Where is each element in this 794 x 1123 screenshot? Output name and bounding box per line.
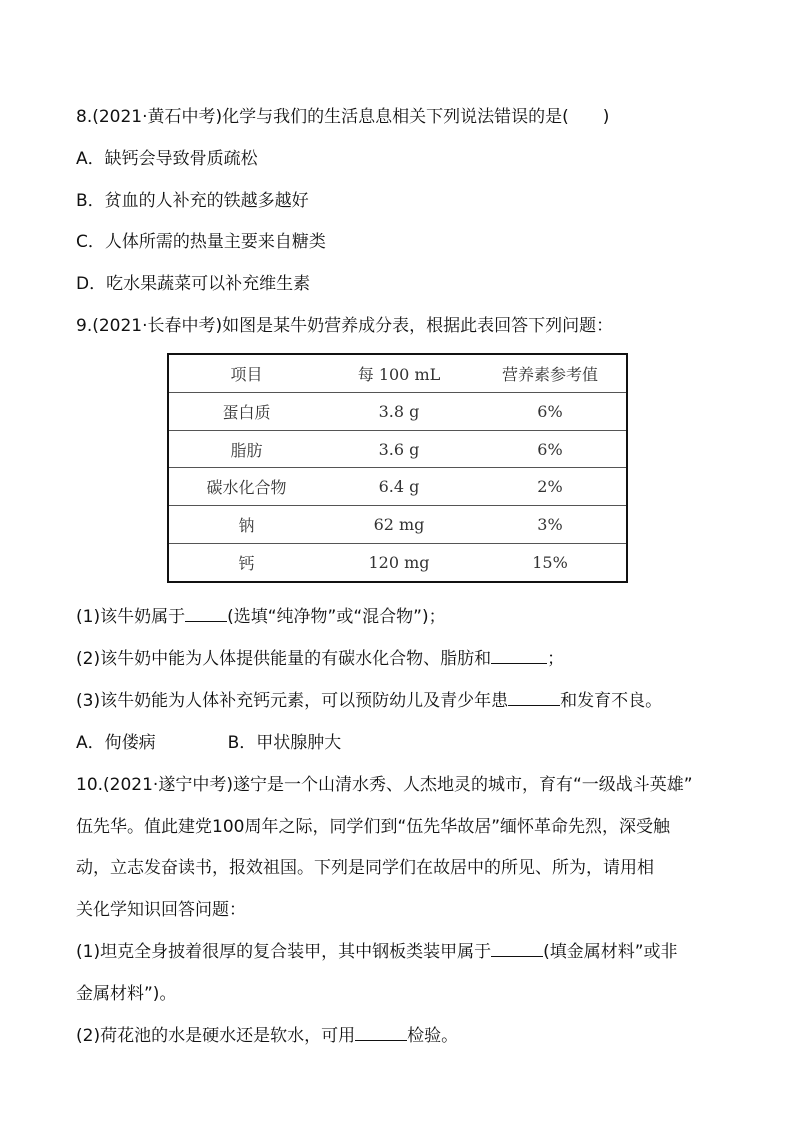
table-cell: 6% <box>474 430 626 468</box>
table-row <box>169 468 626 506</box>
table-cell: 6.4 g <box>324 468 474 506</box>
table-cell: 钠 <box>169 506 324 544</box>
q8-option-d: D．吃水果蔬菜可以补充维生素 <box>76 274 311 294</box>
table-cell: 脂肪 <box>169 430 324 468</box>
q8-stem <box>76 105 609 129</box>
table-cell: 3.6 g <box>324 430 474 468</box>
q9-sub1-text: (1)该牛奶属于 <box>76 607 186 627</box>
table-row <box>169 430 626 468</box>
table-row <box>169 506 626 544</box>
q10-stem-line3: 动，立志发奋读书，报效祖国。下列是同学们在故居中的所见、所为，请用相 <box>76 858 654 878</box>
table-cell: 120 mg <box>368 553 430 573</box>
q9-stem: 9.(2021·长春中考)如图是某牛奶营养成分表，根据此表回答下列问题： <box>76 316 614 336</box>
table-cell: 6% <box>474 392 626 430</box>
q10-sub1 <box>76 940 678 964</box>
table-header-nrv: 营养素参考值 <box>474 355 626 392</box>
q9-sub1 <box>76 605 446 629</box>
q10-sub2-text-end: 检验。 <box>407 1026 459 1046</box>
q9-sub3-text: (3)该牛奶能为人体补充钙元素，可以预防幼儿及青少年患 <box>76 691 509 711</box>
answer-blank[interactable] <box>508 690 560 706</box>
q8-option-c: C．人体所需的热量主要来自糖类 <box>76 232 326 252</box>
q8-option-b: B．贫血的人补充的铁越多越好 <box>76 191 309 211</box>
table-header-item: 项目 <box>169 355 324 392</box>
table-cell: 2% <box>474 468 626 506</box>
answer-blank[interactable] <box>355 1025 407 1041</box>
table-cell: 62 mg <box>324 506 474 544</box>
table-cell: 3% <box>474 506 626 544</box>
q8-option-a: A．缺钙会导致骨质疏松 <box>76 149 258 169</box>
table-header-row <box>169 355 626 392</box>
q10-sub1-text: (1)坦克全身披着很厚的复合装甲，其中钢板类装甲属于 <box>76 942 492 962</box>
q10-stem-line1: 10.(2021·遂宁中考)遂宁是一个山清水秀、人杰地灵的城市，育有“一级战斗英雄” <box>76 775 693 795</box>
q10-stem-line4: 关化学知识回答问题： <box>76 900 246 920</box>
table-cell: 蛋白质 <box>169 392 324 430</box>
q10-sub1-line2: 金属材料”)。 <box>76 984 177 1004</box>
table-cell: 碳水化合物 <box>169 468 324 506</box>
q8-stem-text: 8.(2021·黄石中考)化学与我们的生活息息相关下列说法错误的是( <box>76 107 569 127</box>
q10-sub2 <box>76 1024 458 1048</box>
q8-stem-close: ) <box>602 107 610 127</box>
table-cell: 3.8 g <box>324 392 474 430</box>
q10-sub2-text: (2)荷花池的水是硬水还是软水，可用 <box>76 1026 356 1046</box>
answer-blank[interactable] <box>185 606 227 622</box>
table-cell: 钙 <box>238 554 255 574</box>
q9-sub1-text-end: (选填“纯净物”或“混合物”)； <box>227 607 446 627</box>
q9-sub3-text-end: 和发育不良。 <box>560 691 663 711</box>
table-row <box>169 544 626 581</box>
table-cell: 15% <box>532 553 568 573</box>
q10-stem-line2: 伍先华。值此建党100周年之际，同学们到“伍先华故居”缅怀革命先烈，深受触 <box>76 817 671 837</box>
q9-sub2-text: (2)该牛奶中能为人体提供能量的有碳水化合物、脂肪和 <box>76 649 492 669</box>
nutrition-table <box>167 353 628 583</box>
table-header-per100ml: 每 100 mL <box>324 355 474 392</box>
answer-blank[interactable] <box>491 941 543 957</box>
q9-choice-a: A．佝偻病 <box>76 733 156 753</box>
q10-sub1-text-end: (填金属材料”或非 <box>543 942 678 962</box>
q9-sub2 <box>76 647 564 671</box>
q9-choice-b: B．甲状腺肿大 <box>227 733 342 753</box>
answer-blank[interactable] <box>491 648 547 664</box>
q9-sub3 <box>76 689 662 713</box>
q9-sub2-text-end: ； <box>547 649 565 669</box>
q9-choices <box>76 731 341 755</box>
table-row <box>169 392 626 430</box>
